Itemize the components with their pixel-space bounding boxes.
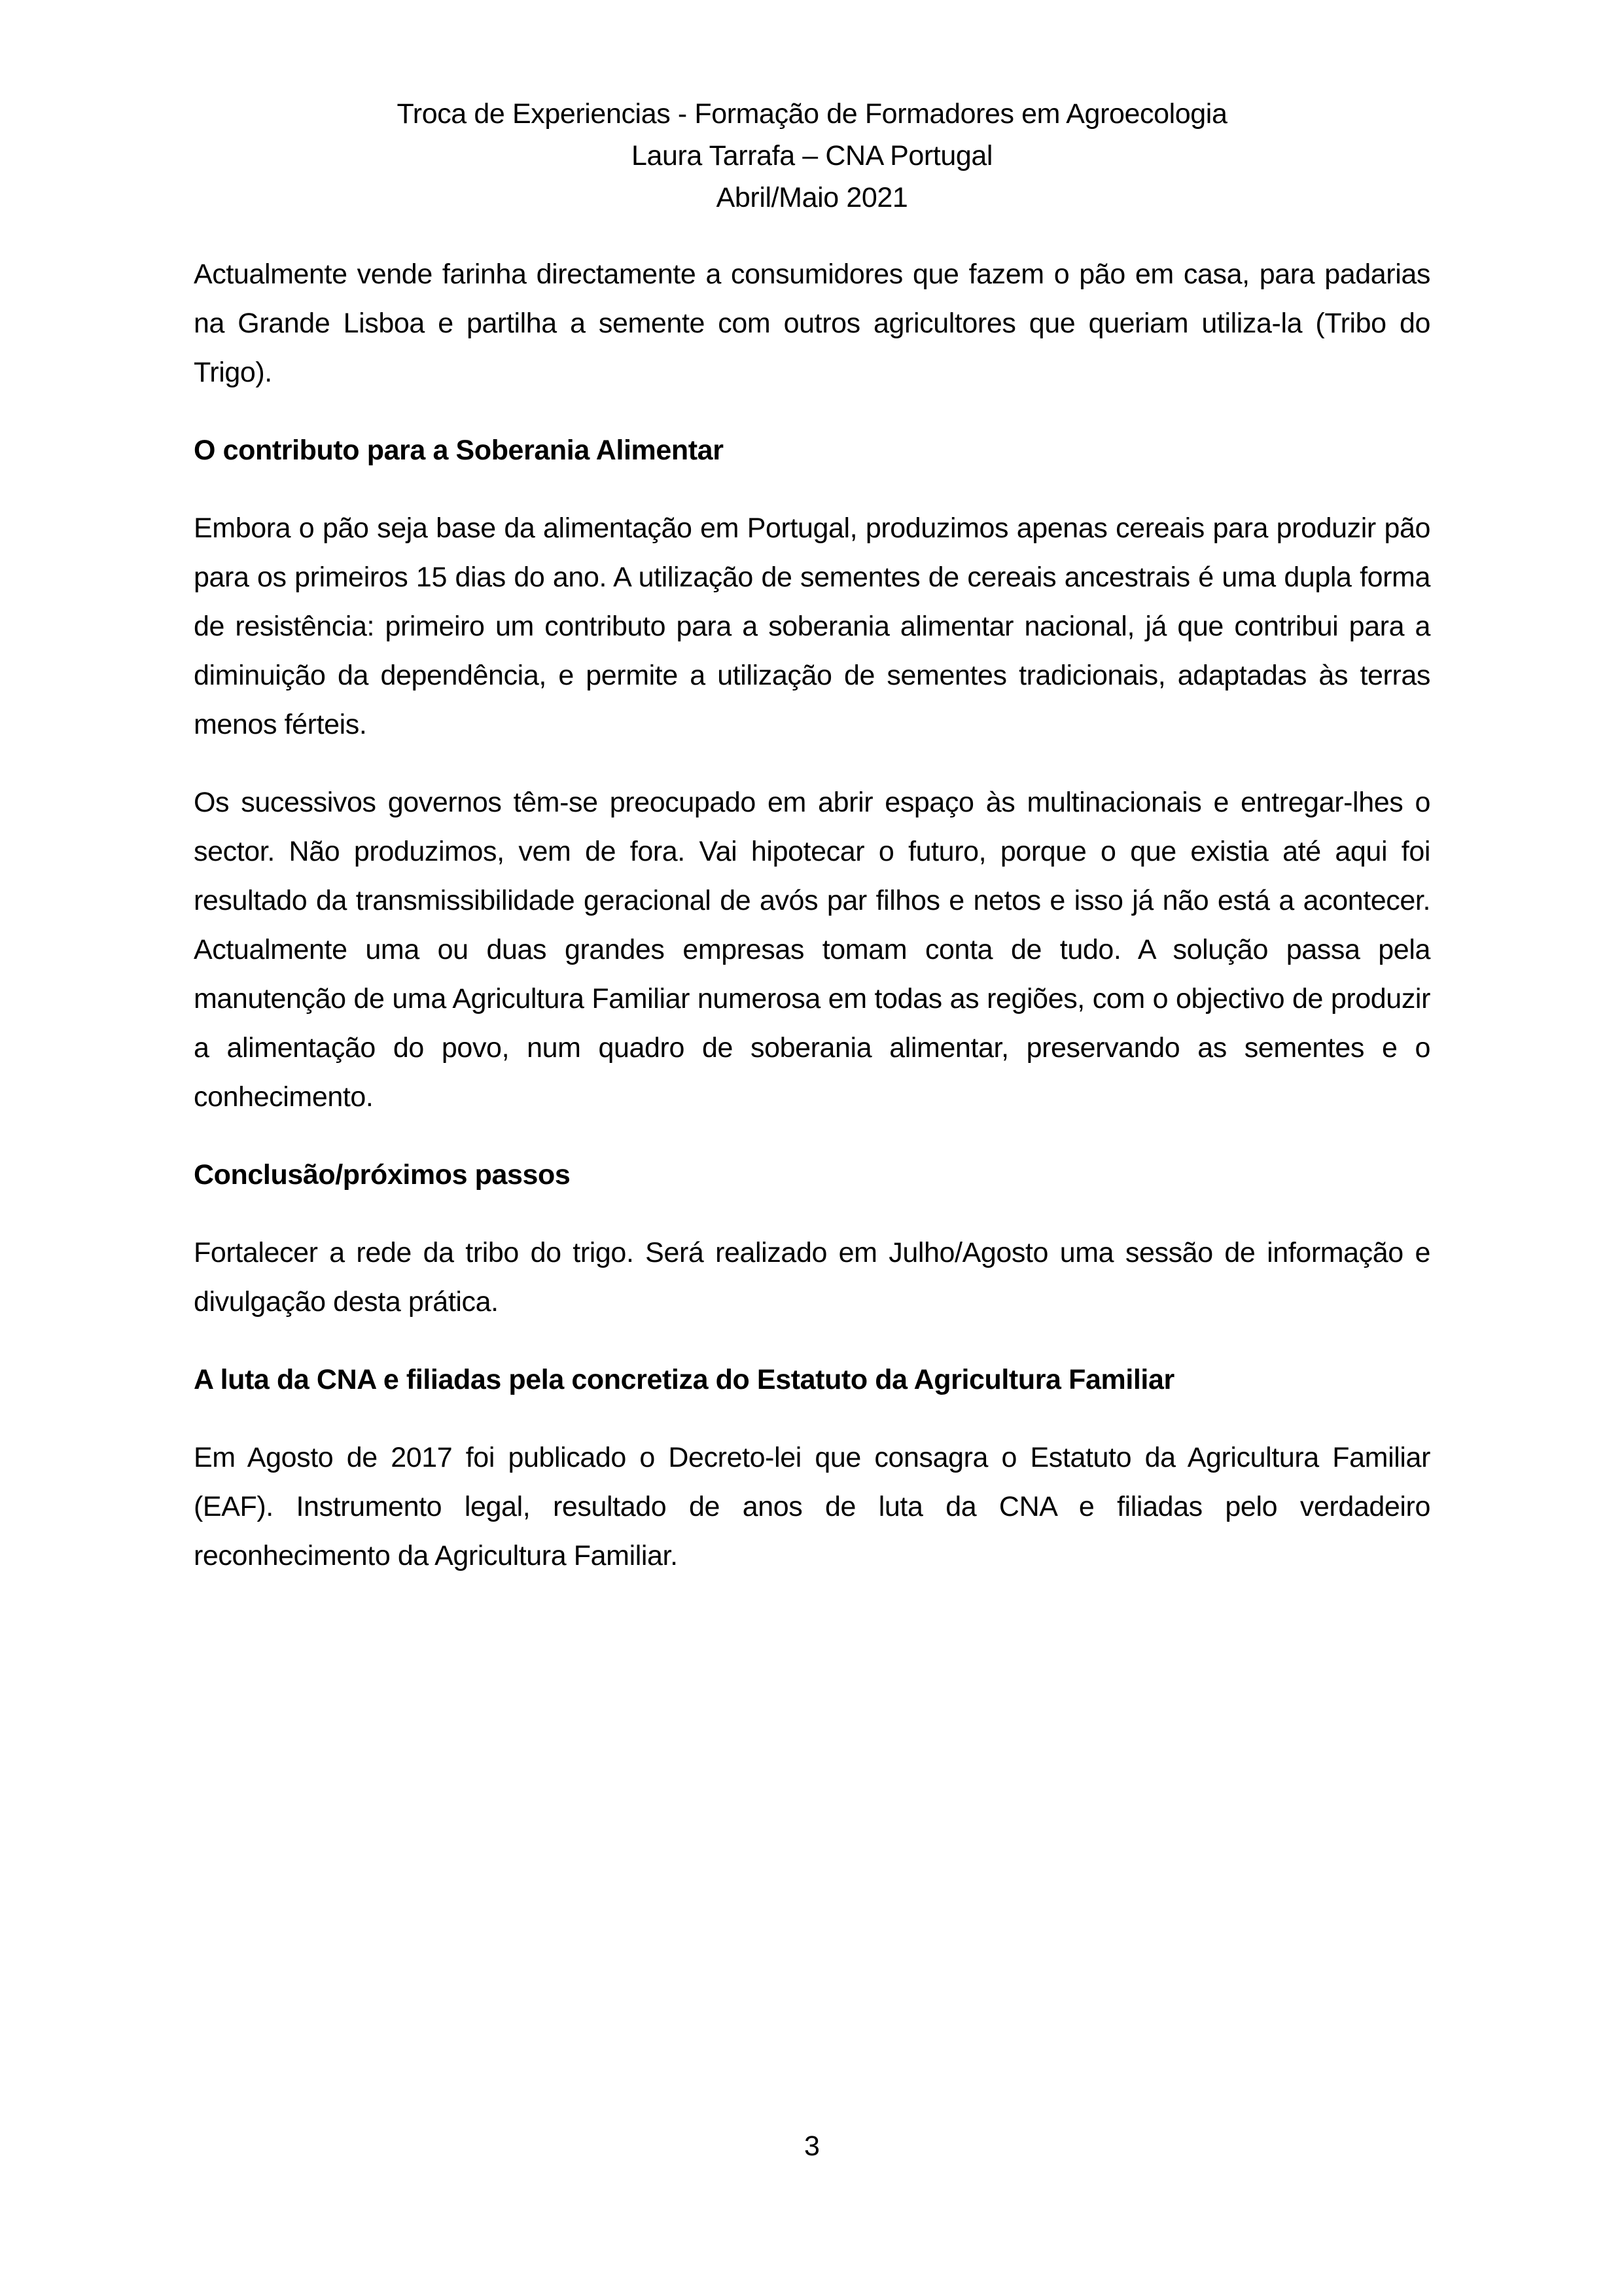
section-heading-luta-cna: A luta da CNA e filiadas pela concretiza do Estatuto da Agricultura Familiar — [194, 1364, 1174, 1395]
header-title: Troca de Experiencias - Formação de Formadores em Agroecologia — [397, 98, 1227, 130]
document-footer — [194, 2122, 1430, 2171]
section-heading-soberania-alimentar: O contributo para a Soberania Alimentar — [194, 435, 724, 466]
paragraph-pao-base-alimentacao: Embora o pão seja base da alimentação em Portugal, produzimos apenas cereais para produzir pão para os primeiros 15 dias do ano. A utilização de sementes de cereais ancestrais é uma dupla forma de resistência: primeiro um contributo para a soberania alimentar nacional, já que contribui para a diminuição da dependência, e permite a utilização de sementes tradicionais, adaptadas às terras menos férteis. — [194, 512, 1430, 740]
page-number: 3 — [804, 2130, 820, 2162]
paragraph-sucessivos-governos: Os sucessivos governos têm-se preocupado em abrir espaço às multinacionais e entregar-lhes o sector. Não produzimos, vem de fora. Vai hipotecar o futuro, porque o que existia até aqui foi resultado da transmissibilidade geracional de avós par filhos e netos e isso já não está a acontecer. Actualmente uma ou duas grandes empresas tomam conta de tudo. A solução passa pela manutenção de uma Agricultura Familiar numerosa em todas as regiões, com o objectivo de produzir a alimentação do povo, num quadro de soberania alimentar, preservando as sementes e o conhecimento. — [194, 787, 1430, 1113]
section-heading-conclusao: Conclusão/próximos passos — [194, 1159, 571, 1191]
header-date: Abril/Maio 2021 — [716, 182, 908, 213]
paragraph-estatuto-agricultura-familiar: Em Agosto de 2017 foi publicado o Decreto-lei que consagra o Estatuto da Agricultura Familiar (EAF). Instrumento legal, resultado de anos de luta da CNA e filiadas pelo verdadeiro reconhecimento da Agricultura Familiar. — [194, 1442, 1430, 1571]
document-header — [194, 93, 1430, 219]
paragraph-farinha: Actualmente vende farinha directamente a consumidores que fazem o pão em casa, para padarias na Grande Lisboa e partilha a semente com outros agricultores que queriam utiliza-la (Tribo do Trigo). — [194, 259, 1430, 388]
paragraph-fortalecer-rede: Fortalecer a rede da tribo do trigo. Será realizado em Julho/Agosto uma sessão de informação e divulgação desta prática. — [194, 1237, 1430, 1318]
document-body — [194, 250, 1430, 1609]
header-author: Laura Tarrafa – CNA Portugal — [631, 140, 993, 171]
